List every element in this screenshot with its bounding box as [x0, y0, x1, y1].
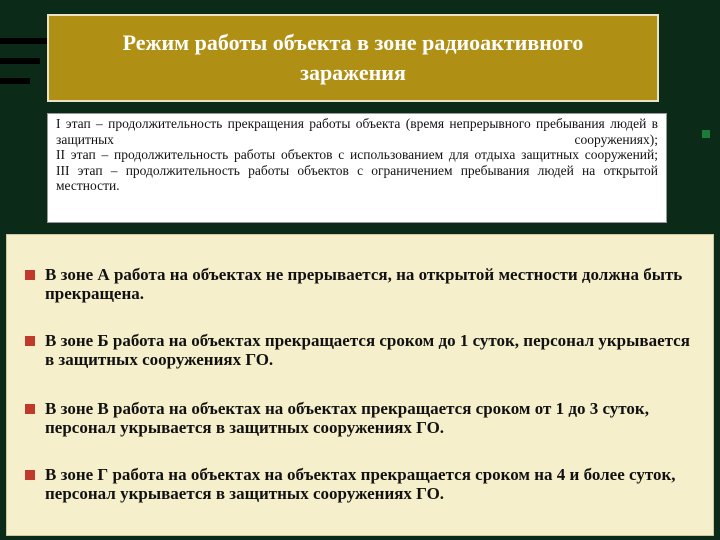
stage-text: III этап – продолжительность работы объектов с ограничением пребывания людей на открытой местности.: [56, 162, 658, 193]
bullet-icon: [25, 404, 35, 414]
decor-stripe: [0, 38, 48, 44]
bullet-icon: [25, 470, 35, 480]
list-item: [25, 265, 695, 303]
list-item: [25, 465, 695, 503]
decor-square: [702, 130, 710, 138]
bullet-icon: [25, 270, 35, 280]
list-item-text: В зоне Г работа на объектах на объектах прекращается сроком на 4 и более суток, персонал укрывается в защитных сооружениях ГО.: [45, 465, 676, 503]
list-item-text: В зоне А работа на объектах не прерывается, на открытой местности должна быть прекращена.: [45, 265, 683, 303]
content-box: [6, 234, 714, 536]
list-item-text: В зоне В работа на объектах на объектах прекращается сроком от 1 до 3 суток, персонал укрывается в защитных сооружениях ГО.: [45, 399, 649, 437]
stage-text: I этап – продолжительность прекращения работы объекта (время непрерывного пребывания людей в защитных сооружениях);: [56, 116, 658, 147]
list-item: [25, 331, 695, 369]
stage-text: II этап – продолжительность работы объектов с использованием для отдыха защитных сооружений;: [56, 147, 658, 162]
title-box: [47, 14, 659, 102]
page-title: Режим работы объекта в зоне радиоактивного заражения: [122, 30, 584, 85]
decor-stripe: [0, 58, 40, 64]
list-item: [25, 399, 695, 437]
bullet-icon: [25, 336, 35, 346]
list-item-text: В зоне Б работа на объектах прекращается сроком до 1 суток, персонал укрывается в защитных сооружениях ГО.: [45, 331, 690, 369]
decor-stripe: [0, 78, 30, 84]
stages-panel: [47, 113, 667, 223]
